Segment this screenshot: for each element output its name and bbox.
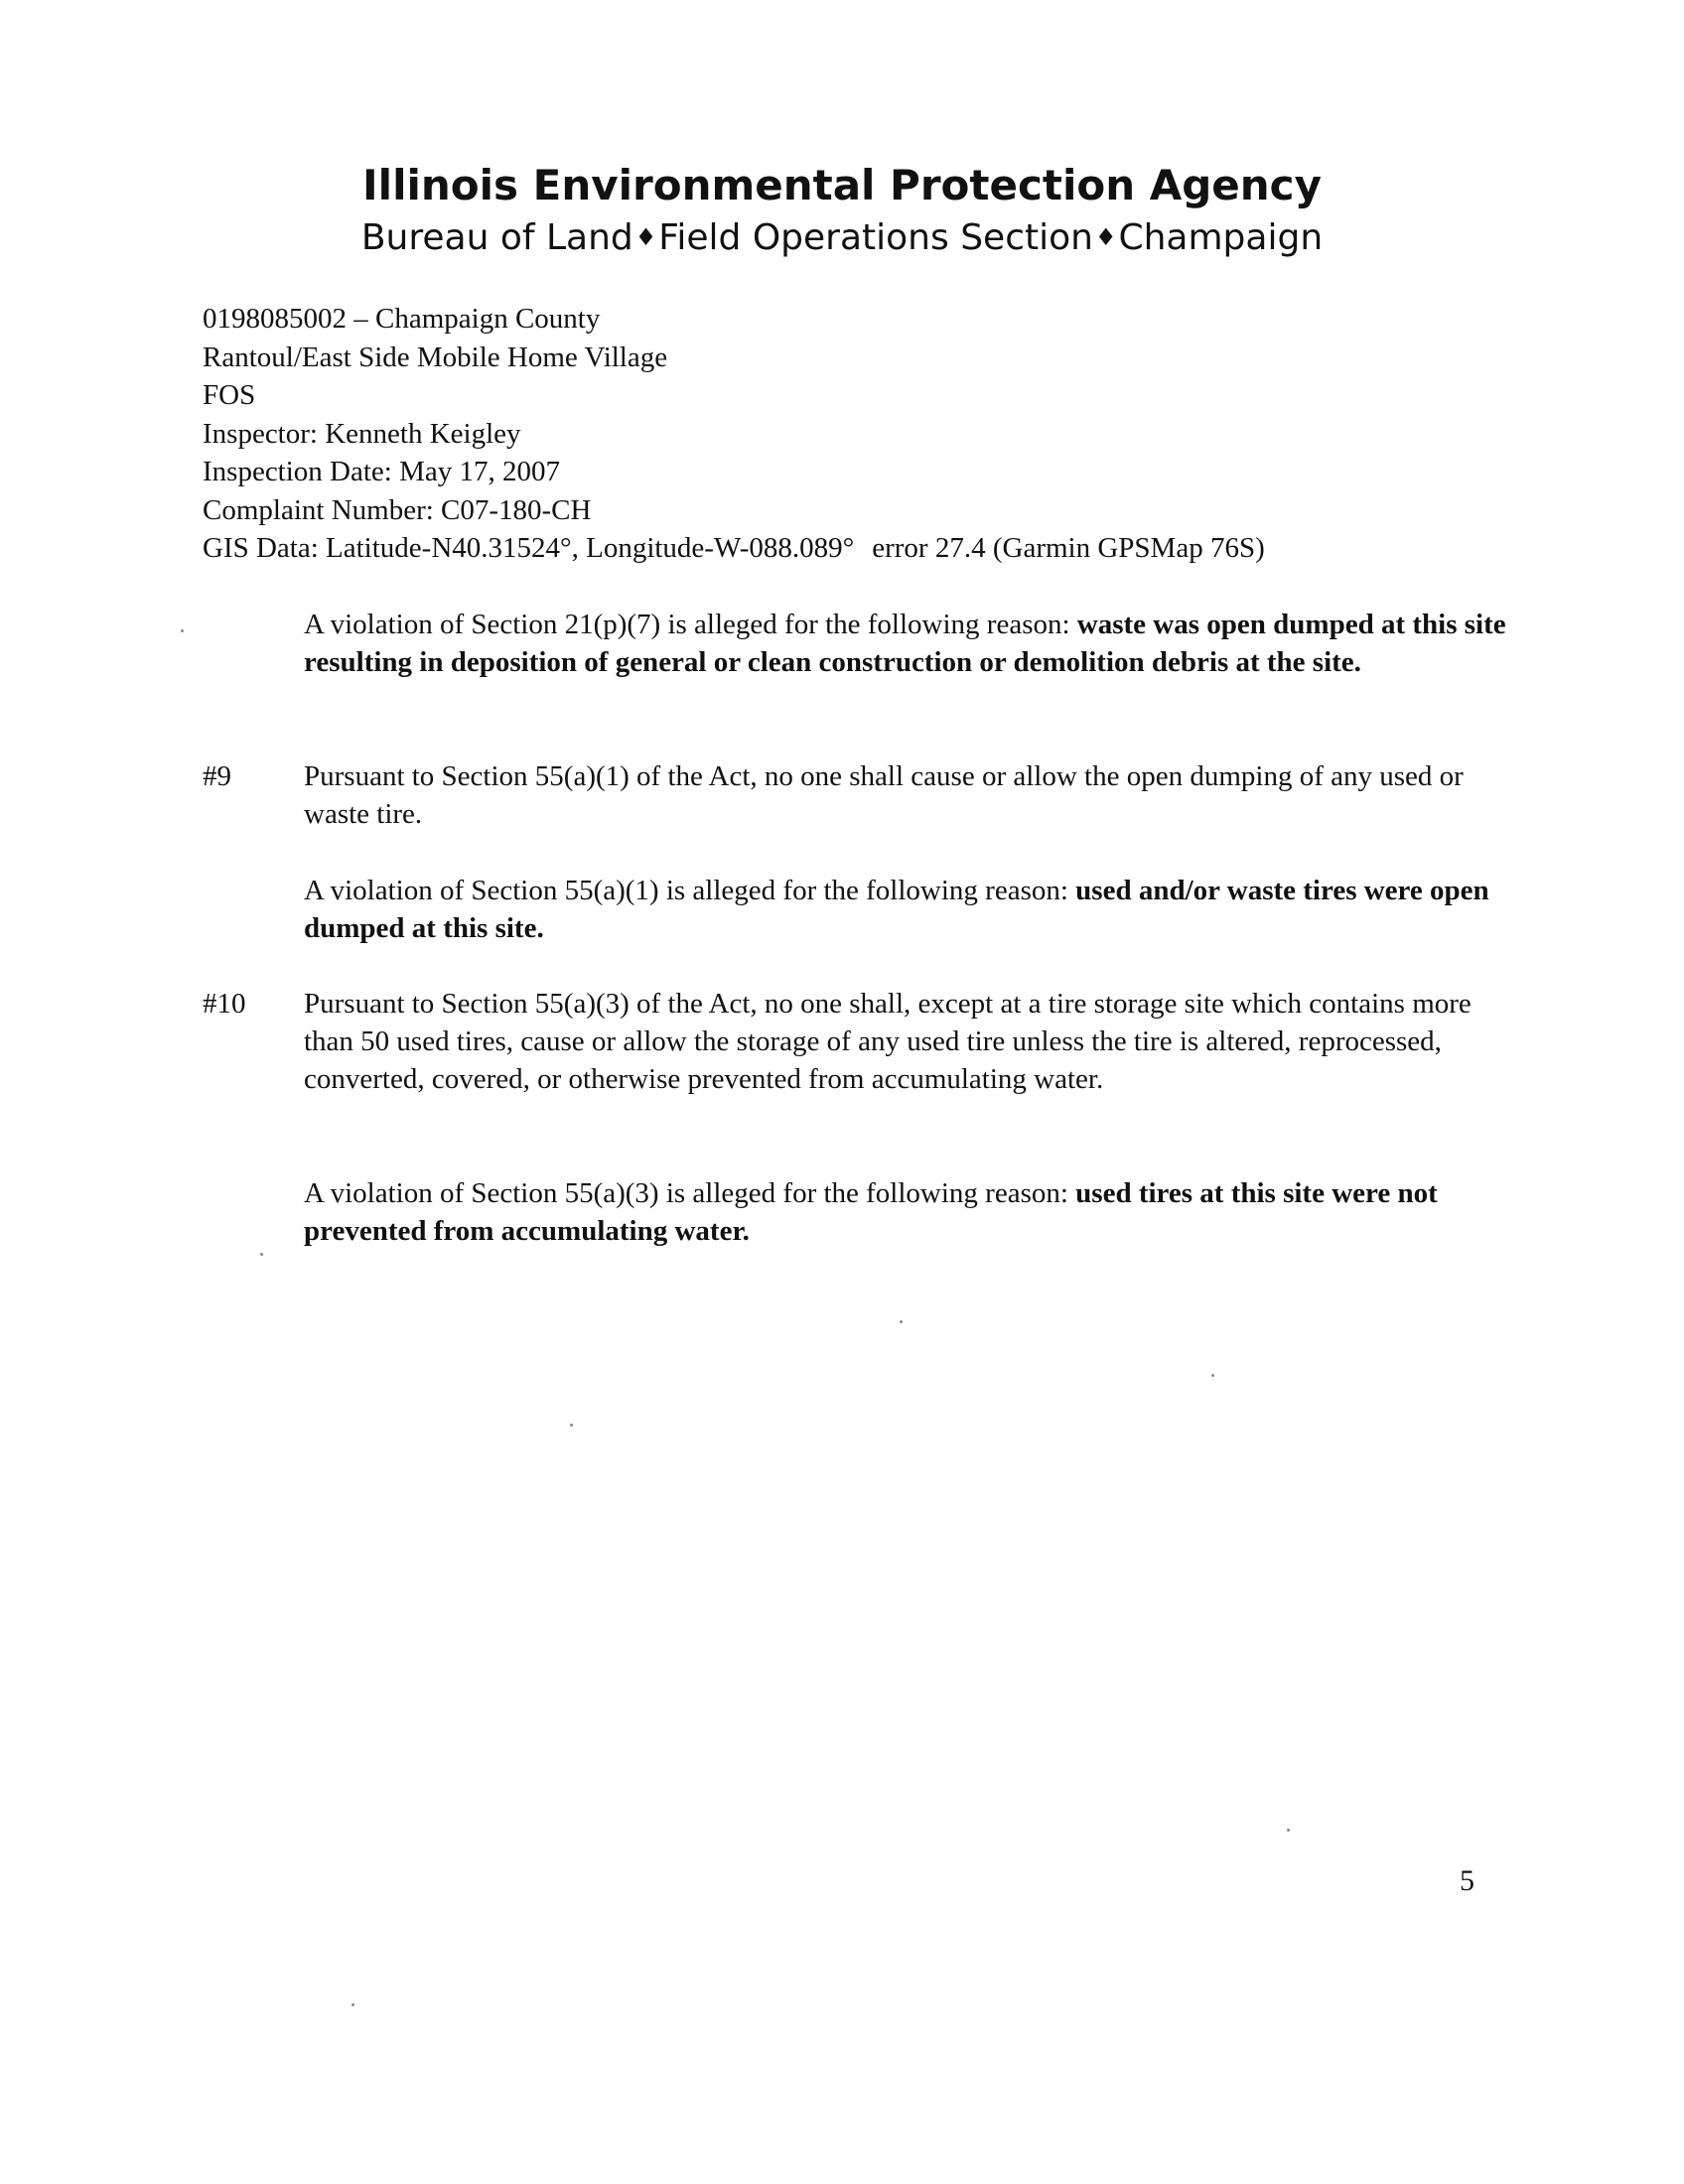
violation-55a3-paragraph <box>304 1174 1515 1250</box>
item-9-text: Pursuant to Section 55(a)(1) of the Act, no one shall cause or allow the open dumping of any used or waste tire. <box>304 760 1464 830</box>
violation-21p7-paragraph <box>304 606 1515 681</box>
inspection-date: Inspection Date: May 17, 2007 <box>203 456 561 487</box>
violation-21p7-lead: A violation of Section 21(p)(7) is alleged for the following reason: <box>304 609 1077 640</box>
scan-speck <box>260 1253 263 1256</box>
agency-subtitle <box>0 214 1684 261</box>
item-10-text: Pursuant to Section 55(a)(3) of the Act, no one shall, except at a tire storage site which contains more than 50 used tires, cause or allow the storage of any used tire unless the tire is altered, reprocessed, converted, covered, or otherwise prevented from accumulating water. <box>304 988 1472 1095</box>
violation-55a1-lead: A violation of Section 55(a)(1) is alleged for the following reason: <box>304 875 1076 906</box>
scan-speck <box>181 629 184 632</box>
violation-55a1-reason: used and/or waste tires were open dumped at this site. <box>304 875 1489 944</box>
diamond-separator-icon: ♦ <box>634 223 657 251</box>
agency-title: Illinois Environmental Protection Agency <box>362 161 1322 209</box>
diamond-separator-icon: ♦ <box>1094 223 1117 251</box>
gis-coordinates: GIS Data: Latitude-N40.31524°, Longitude-W-088.089° <box>203 532 855 564</box>
complaint-number: Complaint Number: C07-180-CH <box>203 493 592 526</box>
violation-55a1-paragraph <box>304 872 1515 947</box>
site-name: Rantoul/East Side Mobile Home Village <box>203 341 668 373</box>
scan-speck <box>900 1320 903 1323</box>
violation-55a3-reason: used tires at this site were not prevented from accumulating water. <box>304 1177 1438 1247</box>
scan-speck <box>351 2003 354 2006</box>
item-10-number: #10 <box>203 988 246 1020</box>
site-id-county: 0198085002 – Champaign County <box>203 303 601 335</box>
site-info-block <box>203 300 1513 568</box>
violation-21p7-reason: waste was open dumped at this site resulting in deposition of general or clean construction or demolition debris at the site. <box>304 609 1506 678</box>
scan-speck <box>1287 1829 1290 1832</box>
gis-error: error 27.4 (Garmin GPSMap 76S) <box>872 532 1265 564</box>
scan-speck <box>570 1424 573 1427</box>
subtitle-section: Field Operations Section <box>658 217 1093 258</box>
violation-55a3-lead: A violation of Section 55(a)(3) is alleged for the following reason: <box>304 1177 1076 1209</box>
subtitle-bureau: Bureau of Land <box>360 217 633 258</box>
item-9-number: #9 <box>203 760 231 792</box>
scan-speck <box>1211 1374 1214 1377</box>
inspector: Inspector: Kenneth Keigley <box>203 417 521 450</box>
gis-data <box>203 529 1513 568</box>
subtitle-location: Champaign <box>1118 217 1324 258</box>
program-code: FOS <box>203 379 256 411</box>
page-number: 5 <box>1460 1864 1474 1897</box>
